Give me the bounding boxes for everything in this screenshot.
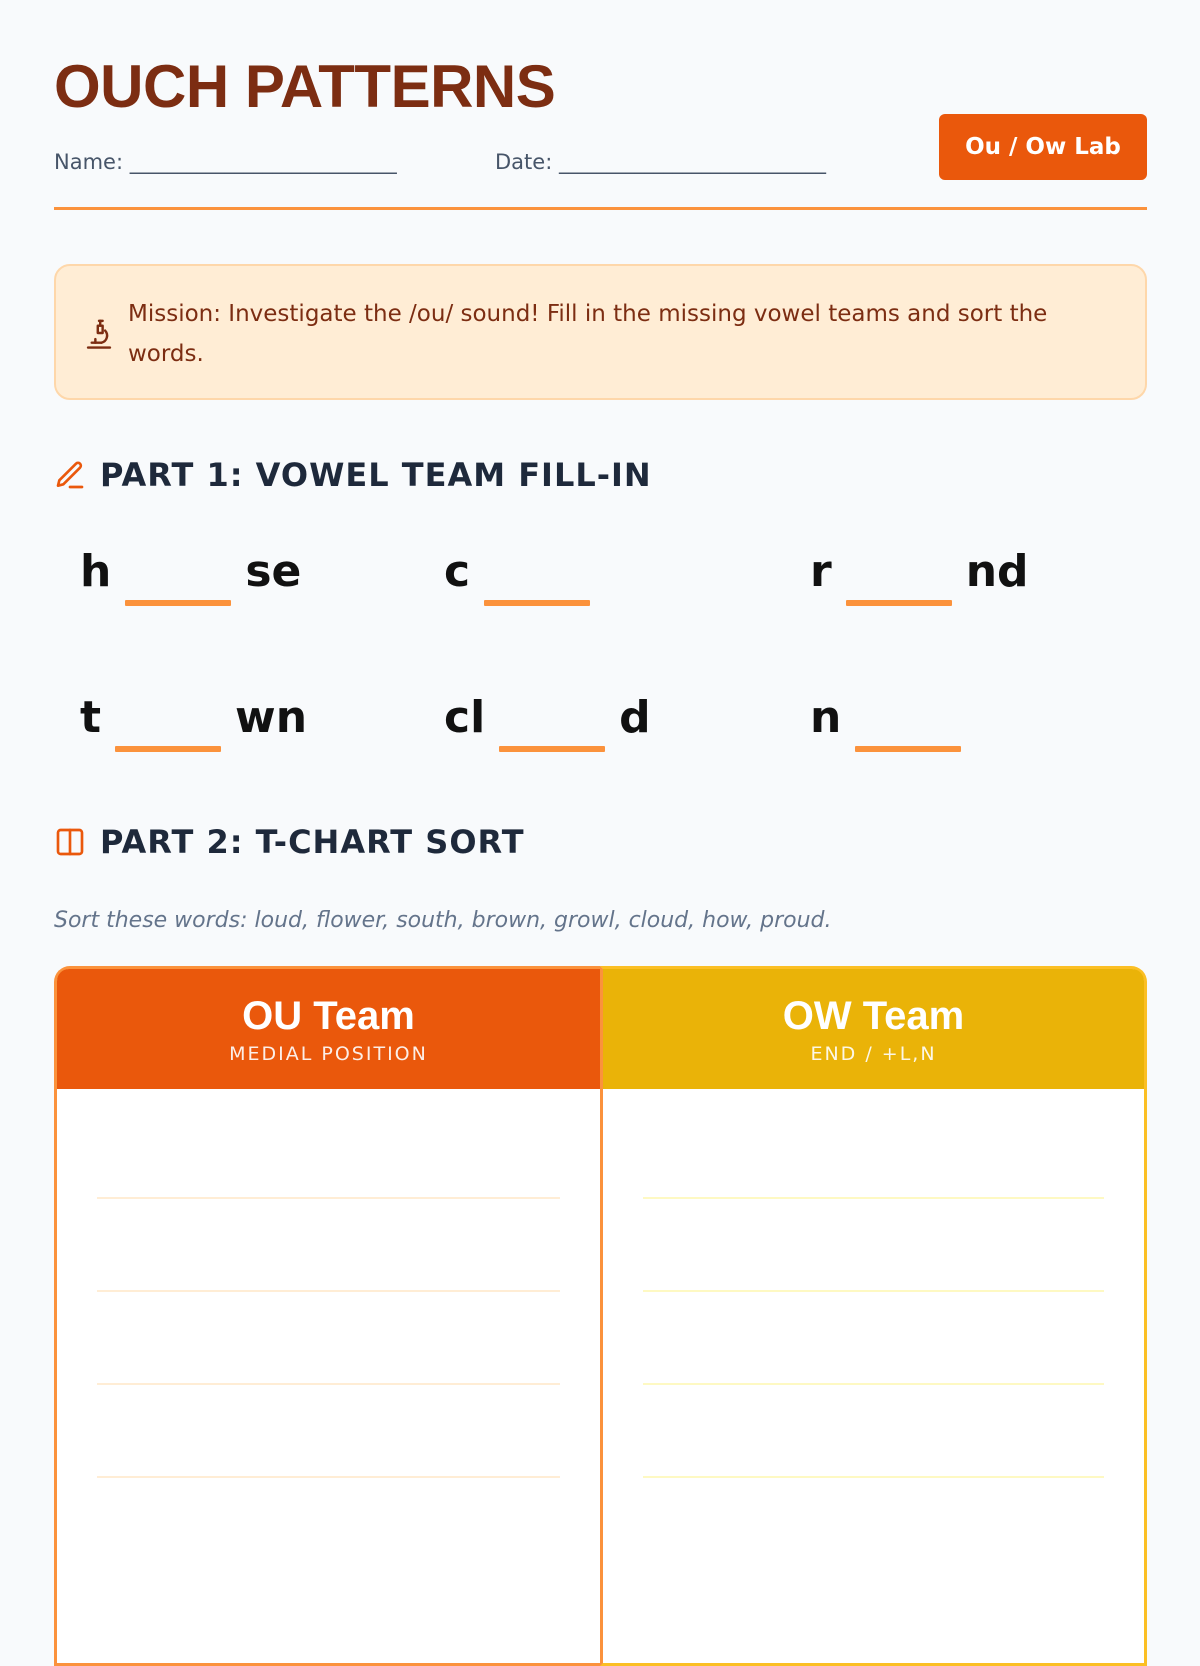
fill-item	[444, 694, 651, 742]
fill-after: wn	[235, 692, 308, 743]
part2-heading	[54, 823, 525, 861]
ou-column	[54, 966, 600, 1666]
t-chart	[54, 966, 1147, 1666]
ow-column-header	[603, 969, 1144, 1089]
fill-after: se	[245, 546, 302, 597]
mission-text: Mission: Investigate the /ou/ sound! Fill in the missing vowel teams and sort the words.	[128, 301, 1048, 367]
fill-before: c	[444, 546, 471, 597]
sort-instruction: Sort these words: loud, flower, south, brown, growl, cloud, how, proud.	[54, 908, 832, 933]
lab-badge: Ou / Ow Lab	[939, 114, 1147, 180]
pencil-icon	[54, 459, 86, 491]
writing-line[interactable]	[643, 1383, 1104, 1385]
fill-before: t	[80, 692, 102, 743]
fill-item	[810, 548, 1029, 596]
name-field[interactable]	[54, 150, 396, 174]
writing-line[interactable]	[97, 1476, 560, 1478]
ou-column-header	[57, 969, 600, 1089]
fill-blank[interactable]	[499, 746, 605, 752]
date-blank: ____________________________	[558, 150, 825, 174]
name-label: Name:	[54, 150, 124, 174]
ow-column	[600, 966, 1147, 1666]
writing-line[interactable]	[97, 1197, 560, 1199]
writing-line[interactable]	[97, 1290, 560, 1292]
date-field[interactable]	[495, 150, 825, 174]
fill-before: cl	[444, 692, 486, 743]
fill-blank[interactable]	[125, 600, 231, 606]
fill-after: nd	[965, 546, 1029, 597]
fill-before: h	[80, 546, 112, 597]
fill-item	[444, 548, 604, 596]
fill-before: r	[810, 546, 832, 597]
ow-column-title: OW Team	[782, 994, 965, 1038]
fill-blank[interactable]	[115, 746, 221, 752]
mission-box	[54, 264, 1147, 400]
writing-line[interactable]	[643, 1197, 1104, 1199]
page-title: OUCH PATTERNS	[54, 53, 556, 120]
fill-item	[810, 694, 975, 742]
date-label: Date:	[495, 150, 553, 174]
fill-item	[80, 548, 301, 596]
ou-column-subtitle: MEDIAL POSITION	[229, 1043, 428, 1065]
ow-column-subtitle: END / +L,N	[810, 1043, 937, 1065]
fill-after: d	[619, 692, 651, 743]
fill-blank[interactable]	[484, 600, 590, 606]
fill-blank[interactable]	[846, 600, 952, 606]
part2-heading-text: PART 2: T-CHART SORT	[100, 823, 525, 861]
name-blank: ____________________________	[129, 150, 396, 174]
fill-blank[interactable]	[855, 746, 961, 752]
part1-heading-text: PART 1: VOWEL TEAM FILL-IN	[100, 456, 652, 494]
writing-line[interactable]	[643, 1476, 1104, 1478]
ou-column-title: OU Team	[242, 994, 415, 1038]
writing-line[interactable]	[97, 1383, 560, 1385]
writing-line[interactable]	[643, 1290, 1104, 1292]
columns-icon	[54, 826, 86, 858]
microscope-icon	[84, 316, 114, 350]
fill-item	[80, 694, 307, 742]
part1-heading	[54, 456, 652, 494]
header-divider	[54, 207, 1147, 210]
fill-before: n	[810, 692, 842, 743]
